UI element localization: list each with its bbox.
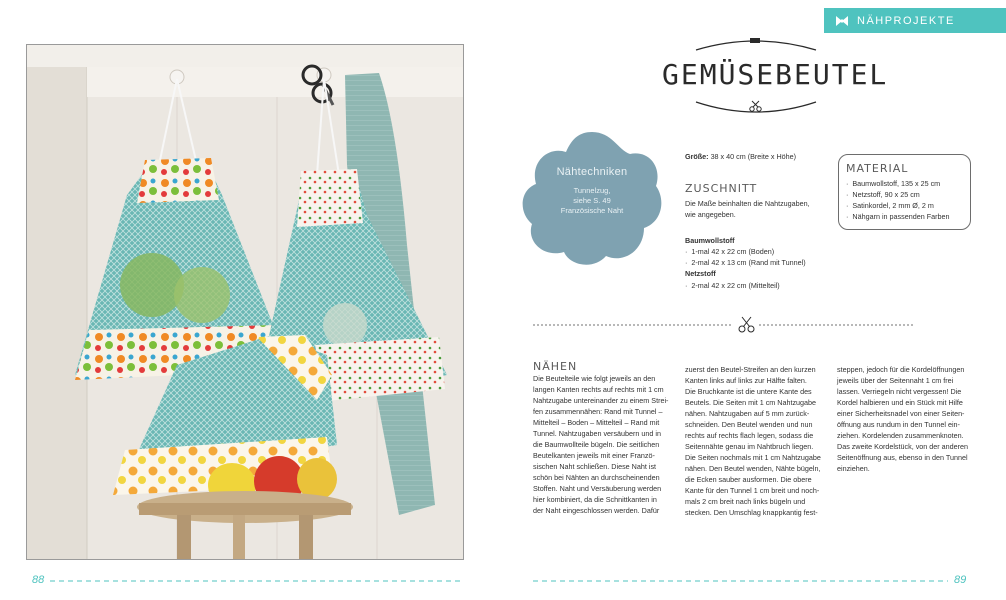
- sewing-column-3: steppen, jedoch für die Kordelöffnungen jeweils über der Seitennaht 1 cm frei lassen. Verriegeln nicht vergessen! Die Kordel halbieren und ein Stück mit Hilfe einer Sicherheitsnadel von einer Seiten- öffnung aus rundum in den Tunnel ein- ziehen. Kordelenden zusammenknoten. Das zweite Kordelstück, von der anderen Seitenöffnung aus, ebenso in den Tunnel einziehen.: [837, 365, 969, 473]
- size-label: Größe:: [685, 152, 709, 161]
- cutting-material-list: [685, 280, 825, 291]
- sewing-column-2: zuerst den Beutel-Streifen an den kurzen Kanten links auf links zur Hälfte falten. Die Bruchkante ist die untere Kante des Beutels. Die Seiten mit 1 cm Nahtzugabe nähen. Nahtzugaben auf 5 mm zurück- schneiden. Den Beutel wenden und nun rechts auf rechts flach legen, sodass die Seitennähte genau im Nahtbruch liegen. Die Seiten nochmals mit 1 cm Nahtzugabe nähen. Den Beutel wenden, Nähte bügeln, die Ecken sauber ausformen. Die obere Kante für den Tunnel 1 cm breit und noch- mals 2 cm breit nach links bügeln und stecken. Den Umschlag knappkantig fest-: [685, 365, 821, 517]
- technique-item: Französische Naht: [560, 206, 624, 215]
- size-value: 38 x 40 cm (Breite x Höhe): [710, 152, 797, 161]
- techniques-list: [530, 186, 654, 216]
- list-item: · Nähgarn in passenden Farben: [846, 212, 950, 221]
- size-line: [685, 151, 835, 162]
- technique-item: Tunnelzug,: [573, 186, 611, 195]
- list-item: · Baumwollstoff, 135 x 25 cm: [846, 179, 941, 188]
- list-item: · 1-mal 42 x 22 cm (Boden): [685, 247, 775, 256]
- scissors-icon: [739, 317, 754, 332]
- cutting-material-list: [685, 246, 825, 268]
- page-number-right: 89: [954, 574, 967, 586]
- page-title: GEMÜSEBEUTEL: [662, 58, 889, 91]
- material-heading: MATERIAL: [846, 162, 909, 175]
- footer-dashed-line: [533, 578, 948, 584]
- cut-line: [533, 316, 913, 334]
- technique-item: siehe S. 49: [573, 196, 611, 205]
- list-item: · 2-mal 42 x 13 cm (Rand mit Tunnel): [685, 258, 806, 267]
- cutting-material-name: Netzstoff: [685, 269, 716, 278]
- list-item: · Netzstoff, 90 x 25 cm: [846, 190, 920, 199]
- sewing-column-1: Die Beutelteile wie folgt jeweils an den langen Kanten rechts auf rechts mit 1 cm Nahtzugabe untereinander zu einem Strei- fen zusammennähen: Rand mit Tunnel – Mittelteil – Boden – Mittelteil – Rand mit Tunnel. Nahtzugaben versäubern und in die Baumwollteile bügeln. Die seitlichen Beutelkanten jeweils mit einer Franzö- sischen Naht schließen. Diese Naht ist schön bei Nähten an durchscheinenden Stoffen. Naht und Versäuberung werden hier kombiniert, da die Schnittkanten in der Naht eingeschlossen werden. Dafür: [533, 374, 669, 515]
- bow-icon: [835, 15, 849, 27]
- sewing-heading: NÄHEN: [533, 360, 578, 373]
- section-tab: [824, 8, 1006, 33]
- cutting-heading: ZUSCHNITT: [685, 182, 758, 195]
- scissors-icon: [750, 101, 761, 111]
- list-item: · Satinkordel, 2 mm Ø, 2 m: [846, 201, 934, 210]
- material-list: [846, 178, 970, 222]
- sewing-machine-icon: [750, 38, 760, 43]
- list-item: · 2-mal 42 x 22 cm (Mittelteil): [685, 281, 780, 290]
- techniques-title: Nähtechniken: [556, 166, 628, 178]
- footer-dashed-line: [50, 578, 464, 584]
- section-tab-label: NÄHPROJEKTE: [857, 14, 955, 27]
- product-photo: [26, 44, 464, 560]
- page-number-left: 88: [32, 574, 45, 586]
- cutting-note: Die Maße beinhalten die Nahtzugaben, wie angegeben.: [685, 199, 810, 219]
- vegetable-bags-photo: [27, 45, 463, 559]
- cutting-material-name: Baumwollstoff: [685, 236, 735, 245]
